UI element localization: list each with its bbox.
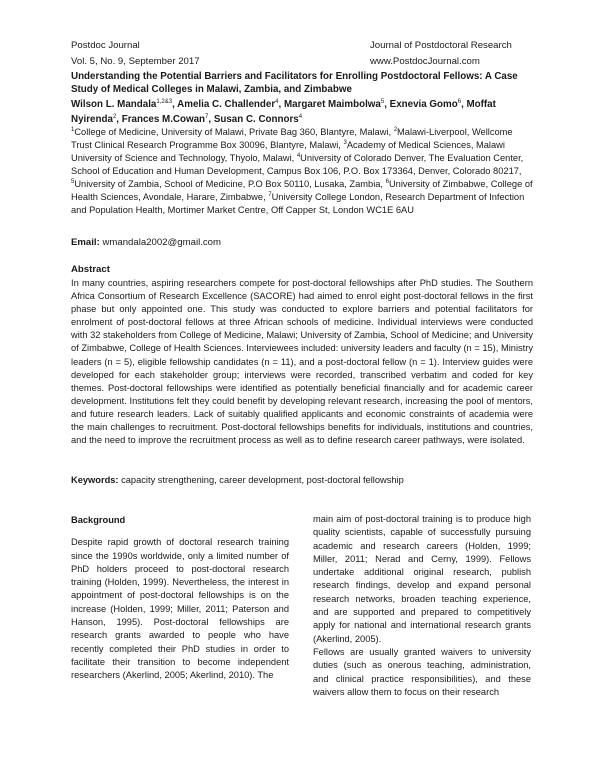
- author: Susan C. Connors: [213, 114, 299, 125]
- email-address[interactable]: wmandala2002@gmail.com: [102, 237, 221, 248]
- affiliation: College of Medicine, University of Malawi, Private Bag 360, Blantyre, Malawi,: [74, 127, 394, 137]
- running-header-left: [71, 38, 200, 70]
- author-list: Wilson L. Mandala$^{1,2\&3}$, Amelia C. Challender$^4$, Margaret Maimbolwa$^5$, Exnevia Gomo$^6$, Moffat Nyirenda$^2$, Frances M.Cowan$^7$, Susan C. Connors$^4$: [71, 99, 496, 125]
- author-sup: 4: [275, 99, 279, 105]
- author-sup: 1,2&3: [156, 99, 173, 105]
- affil-sup: 7: [268, 192, 272, 198]
- abstract-heading: Abstract: [71, 264, 110, 275]
- author-sup: 2: [112, 114, 117, 120]
- affiliation: Academy of Medical Sciences, Malawi University of Science and Technology, Thyolo, Malawi,: [71, 140, 505, 163]
- affil-sup: 1: [71, 127, 75, 133]
- abstract-text: In many countries, aspiring researchers compete for post-doctoral fellowships after PhD studies. The Southern Africa Consortium of Research Excellence (SACORE) had aimed to enrol eight post-doctoral fellows in the first phase but only appointed one. This study was conducted to explore barriers and potential facilitators for enrolment of post-doctoral fellows at three African schools of medicine. Individual interviews were conducted with 32 stakeholders from College of Medicine, Malawi; University of Zambia, School of Medicine; and University of Zimbabwe, College of Health Sciences. Interviewees included: university leaders and faculty (n = 15), Ministry leaders (n = 5), eligible fellowship candidates (n = 11), and a post-doctoral fellow (n = 1). Interview guides were developed for each stakeholder group; interviews were recorded, transcribed verbatim and coded for key themes. Post-doctoral fellowships were identified as potentially beneficial financially and for academic career development. Institutions felt they could benefit by developing relevant research, increasing the pool of mentors, and future research leaders. Lack of suitably qualified applicants and economic constraints of academia were the main challenges to recruitment. Post-doctoral fellowships benefits for individuals, institutions and countries, and the need to improve the recruitment process as well as to define research career pathways, were isolated.: [71, 278, 533, 446]
- body-paragraph: Despite rapid growth of doctoral research training since the 1990s worldwide, only a limited number of PhD holders proceed to post-doctoral research training (Holden, 1999). Nevertheless, the interest in appointment of post-doctoral fellowships is on the increase (Holden, 1999; Miller, 2011; Paterson and Hanson, 1995). Post-doctoral fellowships are research grants awarded to people who have recently completed their PhD studies in order to facilitate their transition to become independent researchers (Akerlind, 2005; Akerlind, 2010). The: [71, 537, 289, 681]
- author-sup: 7: [205, 114, 209, 120]
- affiliation: University College London, Research Department of Infection and Population Health, Mortimer Market Centre, Off Capper St, London WC1E 6AU: [71, 192, 525, 215]
- body-column-left: [71, 514, 289, 683]
- author: Margaret Maimbolwa: [283, 99, 381, 110]
- body-column-right: [313, 513, 531, 699]
- section-heading-background: Background: [71, 515, 126, 525]
- journal-full-name: Journal of Postdoctoral Research: [370, 40, 512, 51]
- journal-name: Postdoc Journal: [71, 40, 140, 51]
- email-label: Email:: [71, 237, 100, 248]
- affil-sup: 5: [71, 179, 75, 185]
- journal-website: www.PostdocJournal.com: [370, 56, 480, 67]
- author-sup: 5: [380, 99, 385, 105]
- body-paragraph: main aim of post-doctoral training is to produce high quality scientists, capable of successfully pursuing academic and research careers (Holden, 1999; Miller, 2011; Nerad and Cerny, 1999). Fellows undertake additional original research, publish research findings, develop and expand personal research networks, broaden teaching experience, and are supported and prepared to competitively apply for national and international research grants (Akerlind, 2005).: [313, 514, 531, 644]
- affiliation: University of Zimbabwe, College of Health Sciences, Avondale, Harare, Zimbabwe,: [71, 179, 533, 202]
- body-paragraph: Fellows are usually granted waivers to university duties (such as onerous teaching, administration, and clinical practice responsibilities), and these waivers allow them to focus on their research: [313, 646, 531, 697]
- affiliation: University of Colorado Denver, The Evaluation Center, School of Education and Human Development, Campus Box 106, P.O. Box 173364, Denver, Colorado 80217,: [71, 153, 524, 176]
- affil-sup: 2: [393, 127, 398, 133]
- affiliation: Malawi-Liverpool, Wellcome Trust Clinical Research Programme Box 30096, Blantyre, Malawi,: [71, 127, 513, 150]
- author-sup: 4: [298, 114, 303, 120]
- paper-title: Understanding the Potential Barriers and Facilitators for Enrolling Postdoctoral Fellows: A Case Study of Medical Colleges in Malawi, Zambia, and Zimbabwe: [71, 71, 518, 95]
- affiliations: [71, 126, 533, 217]
- affiliation: University of Zambia, School of Medicine, P.O Box 50110, Lusaka, Zambia,: [74, 179, 386, 189]
- issue-info: Vol. 5, No. 9, September 2017: [71, 56, 200, 67]
- keywords-value: capacity strengthening, career development, post-doctoral fellowship: [118, 475, 404, 485]
- author: Amelia C. Challender: [177, 99, 276, 110]
- contact-email: [71, 236, 221, 249]
- affil-sup: 3: [343, 140, 347, 146]
- keywords: [71, 474, 533, 487]
- running-header-right: [370, 38, 512, 70]
- keywords-label: Keywords:: [71, 475, 119, 485]
- author: Moffat Nyirenda: [71, 99, 496, 125]
- author: Frances M.Cowan: [121, 114, 206, 125]
- affil-sup: 4: [296, 153, 301, 159]
- author: Wilson L. Mandala: [71, 99, 157, 110]
- author-sup: 6: [457, 99, 462, 105]
- author: Exnevia Gomo: [389, 99, 458, 110]
- affil-sup: 6: [385, 179, 389, 185]
